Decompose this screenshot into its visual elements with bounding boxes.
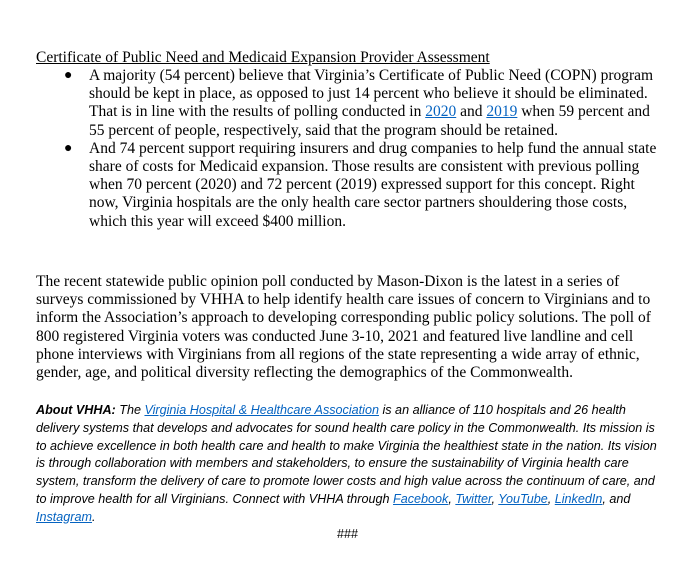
bullet-item-copn: [36, 67, 660, 140]
section-heading: Certificate of Public Need and Medicaid Expansion Provider Assessment: [36, 49, 490, 66]
about-vhha: [36, 402, 664, 527]
about-text: is an alliance of 110 hospitals and 26 health delivery systems that develops and advocates for sound health care policy in the Commonwealth. Its mission is to achieve excellence in both health care and health to make Virginia the healthiest state in the nation. Its vision is through collaboration with members and stakeholders, to ensure the sustainability of Virginia health care system, transform the delivery of care to promote lower costs and high value across the continuum of care, and to improve health for all Virginians. Connect with VHHA through: [36, 403, 657, 506]
bullet-text: and: [456, 103, 487, 121]
separator: ,: [547, 491, 555, 506]
poll-paragraph: The recent statewide public opinion poll conducted by Mason-Dixon is the latest in a series of surveys commissioned by VHHA to help identify health care issues of concern to Virginians and to inform the Association’s approach to developing corresponding public policy solutions. The poll of 800 registered Virginia voters was conducted June 3-10, 2021 and featured live landline and cell phone interviews with Virginians from all regions of the state representing a wide array of ethnic, gender, age, and political diversity reflecting the demographics of the Commonwealth.: [36, 273, 651, 382]
link-2019-poll[interactable]: 2019: [486, 103, 518, 121]
linkedin-link[interactable]: LinkedIn: [554, 491, 603, 506]
bullet-text: And 74 percent support requiring insurers and drug companies to help fund the annual state share of costs for Medicaid expansion. Those results are consistent with previous polling when 70 percent (2020) and 72 percent (2019) expressed support for this concept. Right now, Virginia hospitals are the only health care sector partners shouldering those costs, which this year will exceed $400 million.: [89, 139, 657, 230]
bullet-list: [36, 67, 660, 231]
separator: .: [92, 509, 96, 524]
bullet-text: A majority (54 percent) believe that Virginia’s Certificate of Public Need (COPN) program should be kept in place, as opposed to just 14 percent who believe it should be eliminated. That is in line with the results of polling conducted in: [89, 67, 654, 121]
separator: , and: [602, 491, 631, 506]
youtube-link[interactable]: YouTube: [498, 491, 548, 506]
bullet-text: when 59 percent and 55 percent of people, respectively, said that the program should be retained.: [89, 103, 650, 139]
bullet-dot-icon: ●: [64, 68, 73, 83]
about-label: About VHHA:: [36, 403, 116, 417]
bullet-item-medicaid: [36, 140, 660, 231]
vhha-link[interactable]: Virginia Hospital & Healthcare Association: [144, 403, 379, 417]
instagram-link[interactable]: Instagram: [36, 509, 92, 524]
about-text: The: [115, 403, 145, 417]
separator: ,: [448, 491, 456, 506]
end-marker: ###: [336, 527, 358, 541]
link-2020-poll[interactable]: 2020: [425, 103, 457, 121]
twitter-link[interactable]: Twitter: [455, 491, 492, 506]
separator: ,: [491, 491, 499, 506]
bullet-dot-icon: ●: [64, 140, 73, 156]
facebook-link[interactable]: Facebook: [393, 491, 449, 506]
